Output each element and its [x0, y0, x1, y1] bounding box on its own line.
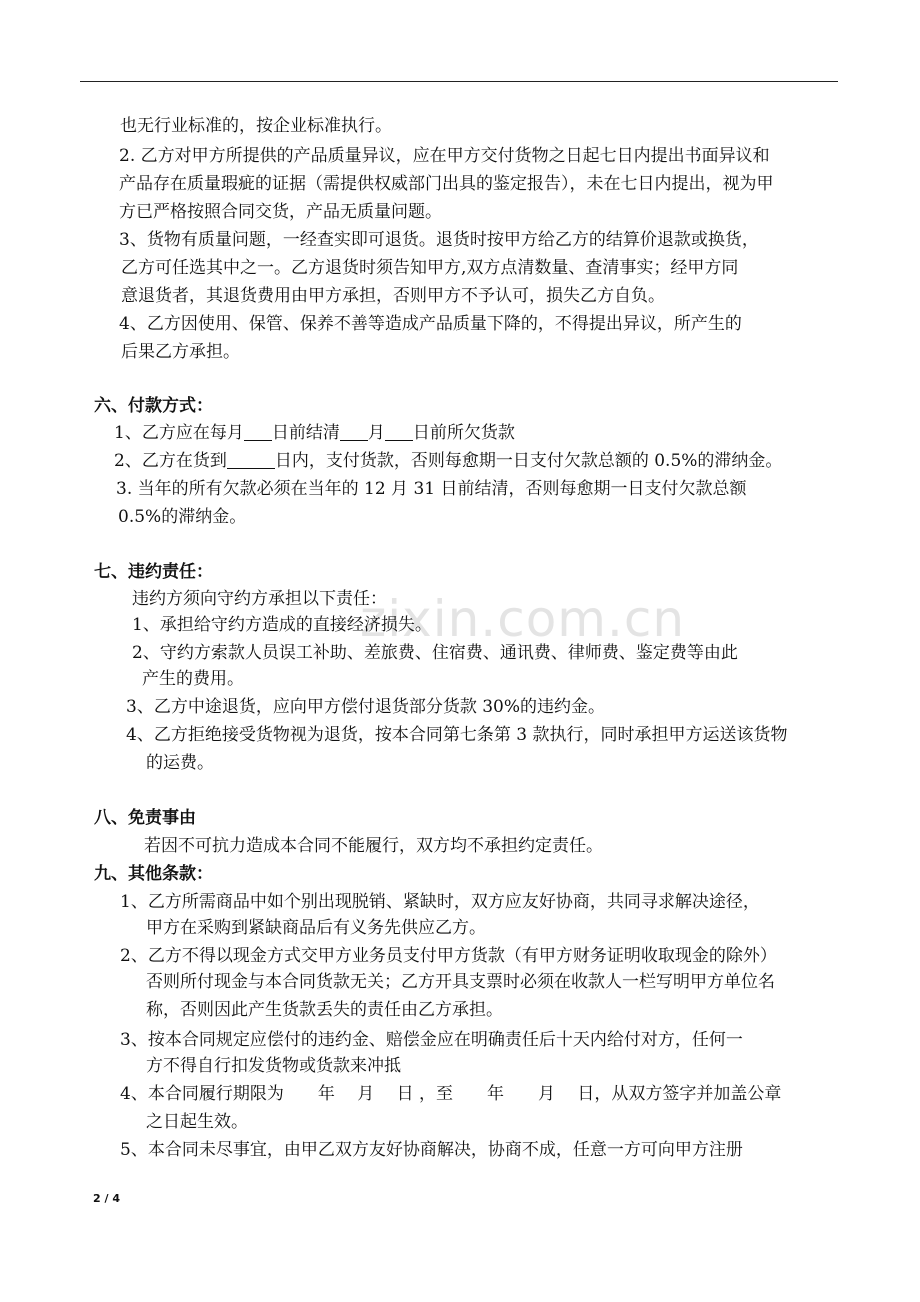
other-item-1-cont: 甲方在采购到紧缺商品后有义务先供应乙方。 [146, 918, 486, 938]
breach-item-3: 3、乙方中途退货，应向甲方偿付退货部分货款 30%的违约金。 [126, 697, 606, 717]
exemption-text: 若因不可抗力造成本合同不能履行，双方均不承担约定责任。 [144, 836, 603, 856]
quality-item-3-cont-2: 意退货者，其退货费用由甲方承担，否则甲方不予认可，损失乙方自负。 [121, 286, 665, 306]
breach-heading: 七、违约责任： [94, 562, 213, 582]
quality-item-2: 2. 乙方对甲方所提供的产品质量异议，应在甲方交付货物之日起七日内提出书面异议和 [119, 146, 770, 166]
payment-item-1-text-d: 日前所欠货款 [412, 423, 515, 443]
blank-field [244, 422, 272, 441]
breach-item-4: 4、乙方拒绝接受货物视为退货，按本合同第七条第 3 款执行，同时承担甲方运送该货物 [126, 725, 788, 745]
payment-item-1-text-c: 月 [367, 423, 385, 443]
header-rule [80, 81, 838, 82]
other-item-4-cont: 之日起生效。 [146, 1112, 248, 1132]
other-item-3: 3、按本合同规定应偿付的违约金、赔偿金应在明确责任后十天内给付对方，任何一 [120, 1030, 743, 1050]
payment-item-2 [114, 450, 782, 472]
other-item-5: 5、本合同未尽事宜，由甲乙双方友好协商解决，协商不成，任意一方可向甲方注册 [120, 1140, 743, 1160]
other-item-2-cont-2: 称，否则因此产生货款丢失的责任由乙方承担。 [146, 1000, 503, 1020]
payment-heading: 六、付款方式： [94, 396, 213, 416]
watermark: zixin.com.cn [360, 590, 686, 648]
quality-item-4-cont: 后果乙方承担。 [121, 342, 240, 362]
breach-item-2-cont: 产生的费用。 [142, 669, 244, 689]
breach-intro: 违约方须向守约方承担以下责任： [132, 589, 387, 609]
payment-item-1-text-a: 1、乙方应在每月 [114, 423, 244, 443]
exemption-heading: 八、免责事由 [94, 808, 196, 828]
other-item-1: 1、乙方所需商品中如个别出现脱销、紧缺时，双方应友好协商，共同寻求解决途径， [120, 892, 760, 912]
payment-item-2-text-b: 日内，支付货款，否则每愈期一日支付欠款总额的 0.5%的滞纳金。 [274, 451, 783, 471]
quality-item-2-cont-2: 方已严格按照合同交货，产品无质量问题。 [119, 202, 442, 222]
quality-item-4: 4、乙方因使用、保管、保养不善等造成产品质量下降的，不得提出异议，所产生的 [119, 314, 742, 334]
blank-field [340, 422, 368, 441]
blank-field [227, 450, 275, 469]
breach-item-2: 2、守约方索款人员误工补助、差旅费、住宿费、通讯费、律师费、鉴定费等由此 [132, 643, 738, 663]
other-item-4: 4、本合同履行期限为 年 月 日 ，至 年 月 日，从双方签字并加盖公章 [120, 1084, 782, 1104]
quality-item-3-cont-1: 乙方可任选其中之一。乙方退货时须告知甲方,双方点清数量、查清事实；经甲方同 [121, 258, 739, 278]
other-heading: 九、其他条款： [94, 864, 213, 884]
payment-item-2-text-a: 2、乙方在货到 [114, 451, 227, 471]
breach-item-4-cont: 的运费。 [146, 753, 214, 773]
quality-line-1: 也无行业标准的，按企业标准执行。 [120, 116, 392, 136]
blank-field [385, 422, 413, 441]
payment-item-1-text-b: 日前结清 [271, 423, 340, 443]
other-item-2-cont-1: 否则所付现金与本合同货款无关；乙方开具支票时必须在收款人一栏写明甲方单位名 [146, 972, 775, 992]
other-item-2: 2、乙方不得以现金方式交甲方业务员支付甲方货款（有甲方财务证明收取现金的除外） [120, 946, 777, 966]
breach-item-1: 1、承担给守约方造成的直接经济损失。 [132, 615, 432, 635]
page-number: 2 / 4 [93, 1192, 120, 1205]
quality-item-2-cont-1: 产品存在质量瑕疵的证据（需提供权威部门出具的鉴定报告），未在七日内提出，视为甲 [119, 174, 774, 194]
payment-item-3-cont: 0.5%的滞纳金。 [118, 507, 247, 527]
quality-item-3: 3、货物有质量问题，一经查实即可退货。退货时按甲方给乙方的结算价退款或换货， [119, 230, 759, 250]
payment-item-3: 3. 当年的所有欠款必须在当年的 12 月 31 日前结清，否则每愈期一日支付欠款总额 [116, 479, 747, 499]
payment-item-1 [114, 422, 515, 444]
other-item-3-cont: 方不得自行扣发货物或货款来冲抵 [146, 1056, 401, 1076]
